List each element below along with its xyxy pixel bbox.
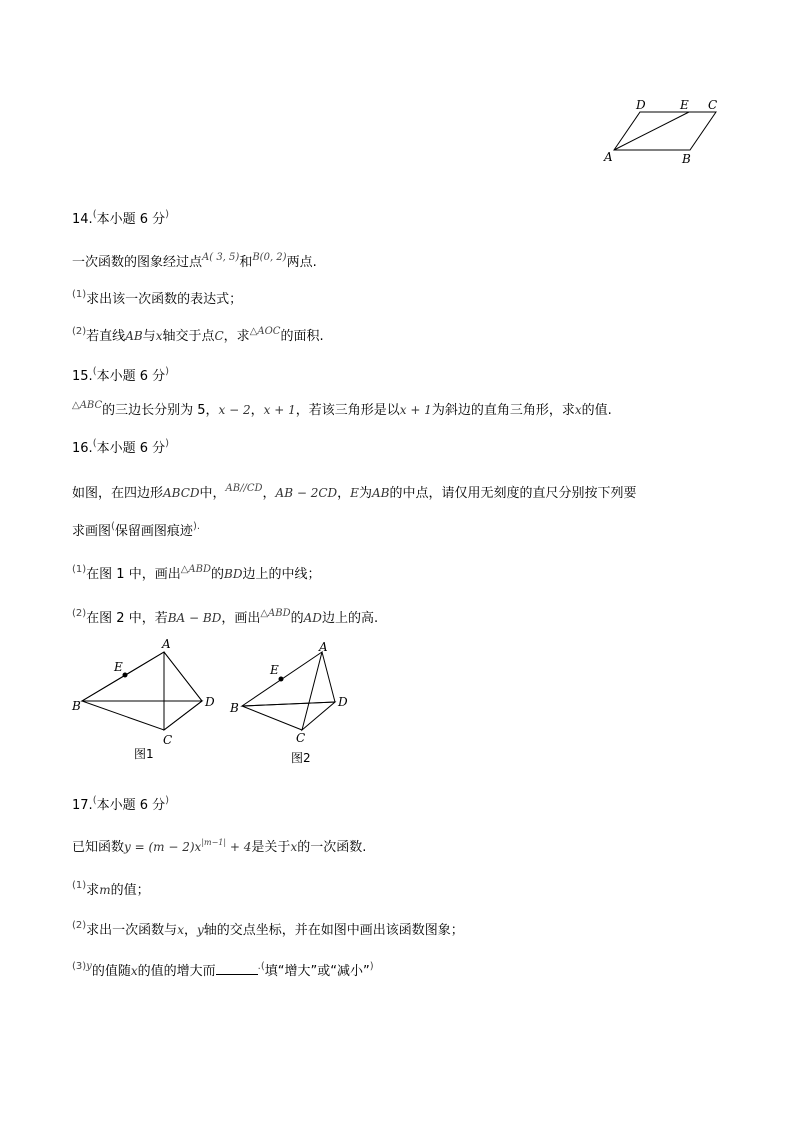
q16-heading: 16.(本小题 6 分): [72, 438, 170, 456]
label-e: E: [114, 660, 123, 674]
label-b: B: [230, 701, 239, 715]
parallelogram-figure: [596, 95, 726, 167]
q15-stem: $^{\triangle ABC}$的三边长分别为 5，x − 2，x + 1，若该三角形是以x + 1为斜边的直角三角形，求x的值.: [72, 400, 612, 418]
label-d: D: [338, 695, 348, 709]
figure-1: [68, 636, 228, 766]
q17-part1: $^{(1)}$求m的值；: [72, 880, 150, 898]
figure-1-caption: 图1: [134, 747, 154, 761]
label-a: A: [604, 150, 613, 164]
label-d: D: [636, 98, 646, 112]
q16-stem-cont: 求画图(保留画图痕迹).: [72, 521, 201, 539]
q17-heading: 17.(本小题 6 分): [72, 795, 170, 813]
label-d: D: [205, 695, 215, 709]
label-a: A: [319, 640, 328, 654]
label-a: A: [162, 637, 171, 651]
label-c: C: [296, 731, 306, 745]
answer-blank[interactable]: [216, 962, 258, 975]
label-e: E: [270, 663, 279, 677]
q16-stem: 如图，在四边形ABCD中，$^{AB//CD}$，AB − 2CD，E为AB的中点，请仅用无刻度的直尺分别按下列要: [72, 483, 637, 501]
q15-heading: 15.(本小题 6 分): [72, 366, 170, 384]
q17-part3: $^{(3)y}$的值随x的值的增大而 .(填“增大”或“减小”): [72, 961, 374, 979]
q14-heading: 14.(本小题 6 分): [72, 209, 170, 227]
q14-part1: $^{(1)}$求出该一次函数的表达式；: [72, 289, 243, 307]
label-b: B: [682, 152, 691, 166]
q17-part2: $^{(2)}$求出一次函数与x，y轴的交点坐标，并在如图中画出该函数图象；: [72, 920, 464, 938]
q14-stem: 一次函数的图象经过点$^{A( 3, 5)}$和$^{B(0, 2)}$两点.: [72, 252, 317, 270]
figure-2-caption: 图2: [291, 751, 311, 765]
q16-part1: $^{(1)}$在图 1 中，画出$^{\triangle ABD}$的BD边上的中线；: [72, 564, 321, 582]
q16-part2: $^{(2)}$在图 2 中，若BA − BD，画出$^{\triangle ABD}$的AD边上的高.: [72, 608, 379, 626]
label-c: C: [708, 98, 718, 112]
label-e: E: [680, 98, 689, 112]
q14-part2: $^{(2)}$若直线AB与x轴交于点C，求$^{\triangle AOC}$的面积.: [72, 326, 324, 344]
label-c: C: [163, 733, 173, 747]
label-b: B: [72, 699, 81, 713]
figure-2: [226, 636, 366, 766]
q17-stem: 已知函数$y = (m - 2)x^{|m-1|} + 4$是关于x的一次函数.: [72, 838, 367, 855]
